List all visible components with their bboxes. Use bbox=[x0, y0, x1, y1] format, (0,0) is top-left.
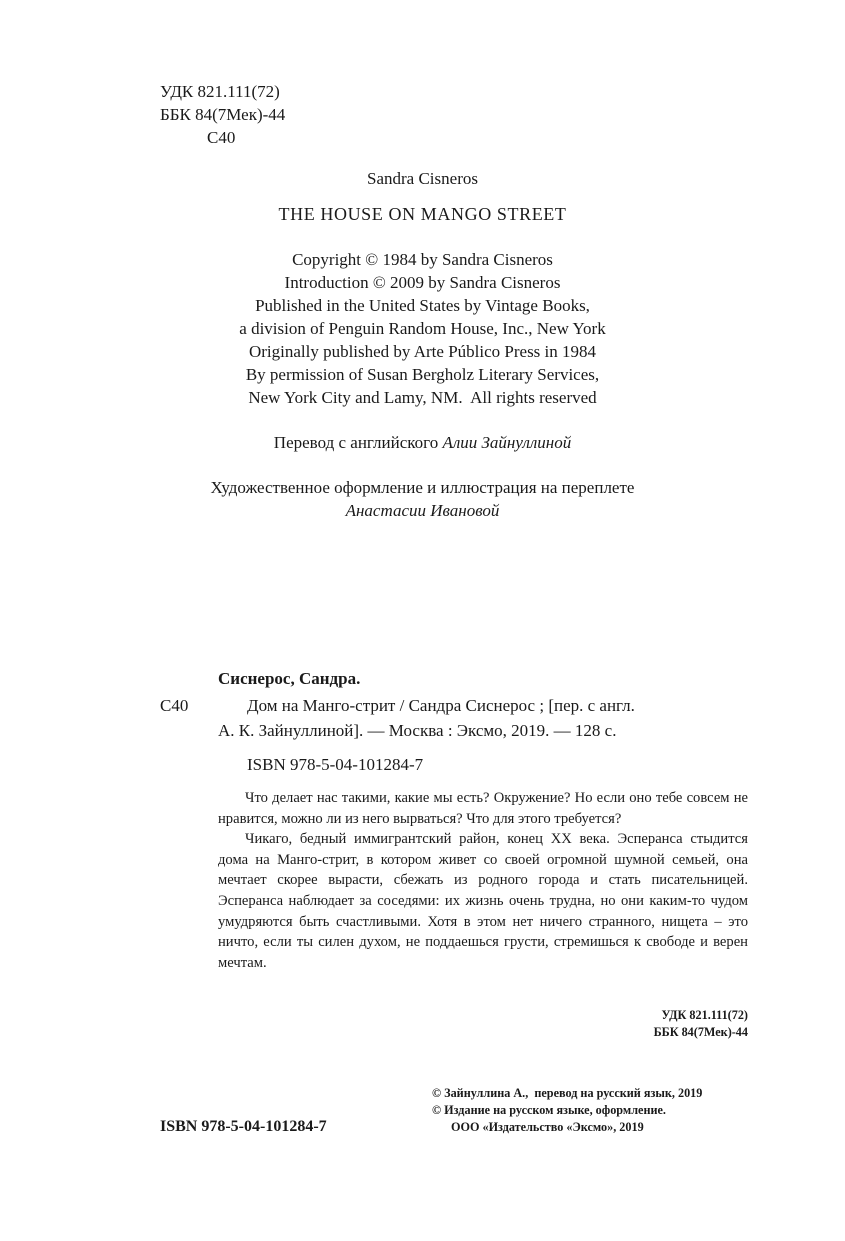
translation-prefix: Перевод с английского bbox=[273, 433, 443, 452]
catalog-description: А. К. Зайнуллиной]. — Москва : Эксмо, 2019. — 128 с. bbox=[218, 721, 617, 740]
designer-name: Анастасии Ивановой bbox=[345, 501, 500, 520]
design-credit: Художественное оформление и иллюстрация на переплете bbox=[210, 478, 635, 497]
copyright-line: Published in the United States by Vintage Books, bbox=[255, 296, 590, 315]
udk-code-bottom: УДК 821.111(72) bbox=[661, 1008, 748, 1022]
original-title: THE HOUSE ON MANGO STREET bbox=[278, 204, 567, 224]
original-author: Sandra Cisneros bbox=[367, 169, 478, 188]
copyright-line: New York City and Lamy, NM. All rights reserved bbox=[248, 388, 597, 407]
copyright-line: Originally published by Arte Público Press in 1984 bbox=[248, 342, 597, 361]
copyright-line: By permission of Susan Bergholz Literary Services, bbox=[245, 365, 600, 384]
catalog-isbn: ISBN 978-5-04-101284-7 bbox=[247, 755, 424, 774]
annotation-paragraph: Чикаго, бедный иммигрантский район, конец XX века. Эсперанса стыдится дома на Манго-стрит, в котором живет со своей огромной шумной семьей, она мечтает скорее вырасти, сбежать из родного города и стать писательницей. Эсперанса наблюдает за соседями: их жизнь очень трудна, но они каким-то чудом умудряются быть счастливыми. Хотя в этом нет ничего странного, нищета – это ничто, если ты силен духом, не поддаешься грусти, стремишься к свободе и верен мечтам. bbox=[218, 831, 748, 971]
bbk-code: ББК 84(7Мек)-44 bbox=[160, 105, 286, 124]
catalog-heading: Сиснерос, Сандра. bbox=[218, 669, 361, 688]
copyright-line: Introduction © 2009 by Sandra Cisneros bbox=[284, 273, 561, 292]
author-mark: С40 bbox=[207, 128, 236, 147]
udk-code: УДК 821.111(72) bbox=[160, 82, 280, 101]
copyright-publisher: ООО «Издательство «Эксмо», 2019 bbox=[451, 1120, 644, 1134]
translation-credit bbox=[0, 431, 845, 454]
catalog-description: Дом на Манго-стрит / Сандра Сиснерос ; [пер. с англ. bbox=[247, 696, 635, 715]
copyright-edition: © Издание на русском языке, оформление. bbox=[432, 1103, 666, 1117]
copyright-translation: © Зайнуллина А., перевод на русский язык, 2019 bbox=[432, 1086, 703, 1100]
footer-isbn: ISBN 978-5-04-101284-7 bbox=[160, 1118, 327, 1135]
annotation-paragraph: Что делает нас такими, какие мы есть? Окружение? Но если оно тебе совсем не нравится, можно ли из него вырваться? Что для этого требуется? bbox=[218, 790, 748, 827]
copyright-line: Copyright © 1984 by Sandra Cisneros bbox=[292, 250, 553, 269]
catalog-mark: С40 bbox=[160, 696, 189, 715]
bbk-code-bottom: ББК 84(7Мек)-44 bbox=[653, 1025, 748, 1039]
translator-name: Алии Зайнуллиной bbox=[442, 433, 572, 452]
annotation bbox=[218, 788, 748, 973]
copyright-line: a division of Penguin Random House, Inc., New York bbox=[239, 319, 606, 338]
